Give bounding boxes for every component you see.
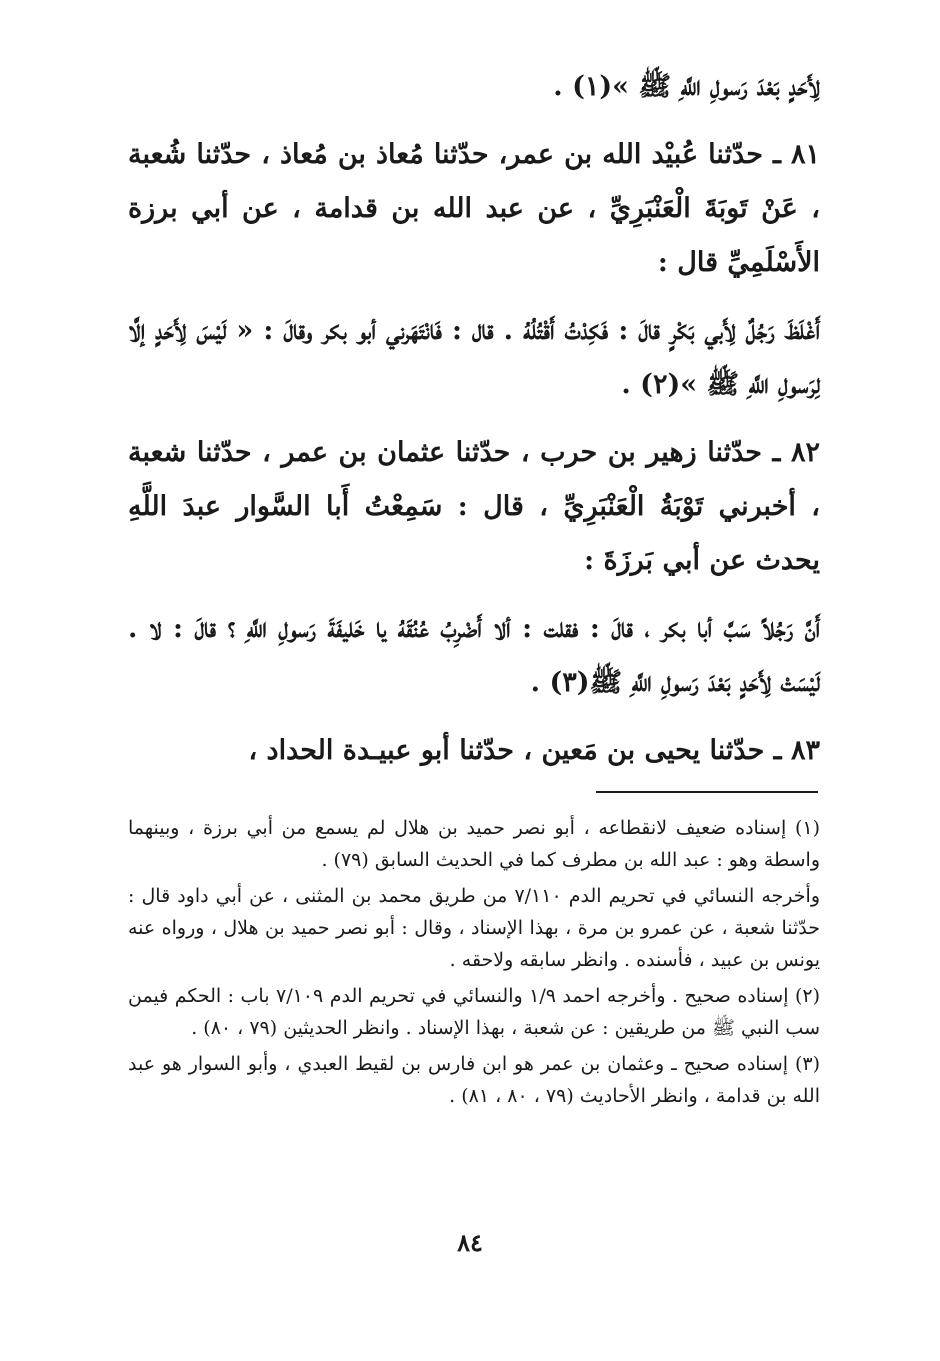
footnote-3: (٣) إسناده صحيح ـ وعثمان بن عمر هو ابن فارس بن لقيط العبدي ، وأبو السوار هو عبد الله بن قدامة ، وانظر الأحاديث (٧٩ ، ٨٠ ، ٨١) .	[128, 1053, 820, 1107]
footnote-1-continued: وأخرجه النسائي في تحريم الدم ٧/١١٠ من طريق محمد بن المثنى ، عن أبي داود قال : حدّثنا شعبة ، عن عمرو بن مرة ، بهذا الإسناد ، وقال : أبو نصر حميد بن هلال ، ورواه عنه يونس بن عبيد ، فأسنده . وانظر سابقه ولاحقه .	[128, 885, 820, 971]
hadith-83-isnad: ٨٣ ـ حدّثنا يحيى بن مَعين ، حدّثنا أبو عبيـدة الحداد ،	[248, 735, 820, 766]
footnote-2: (٢) إسناده صحيح . وأخرجه احمد ١/٩ والنسائي في تحريم الدم ٧/١٠٩ باب : الحكم فيمن سب النبي ﷺ من طريقين : عن شعبة ، بهذا الإسناد . وانظر الحديثين (٧٩ ، ٨٠) .	[128, 985, 821, 1039]
hadith-82-isnad: ٨٢ ـ حدّثنا زهير بن حرب ، حدّثنا عثمان بن عمر ، حدّثنا شعبة ، أخبرني تَوْبَةُ الْعَنْبَرِيِّ ، قال : سَمِعْتُ أَبا السَّوار عبدَ اللَّهِ يحدث عن أبي بَرزَةَ :	[128, 437, 820, 576]
text-paragraph: لِأَحَدٍ بَعْدَ رَسولِ اللَّهِ ﷺ »(١) .	[553, 71, 820, 102]
hadith-82-matn: أَنَّ رَجُلاً سَبَّ أبا بكر ، قالَ : فقلت : ألا أَضْرِبُ عُنُقَهُ يا خَليفَةَ رَسولِ اللَّهِ ؟ قالَ : لا . لَيْسَتْ لِأَحَدٍ بَعْدَ رَسولِ اللَّهِ ﷺ(٣) .	[128, 613, 820, 698]
footnote-1: (١) إسناده ضعيف لانقطاعه ، أبو نصر حميد بن هلال لم يسمع من أبي برزة ، وبينهما واسطة وهو : عبد الله بن مطرف كما في الحديث السابق (٧٩) .	[128, 817, 820, 871]
footnotes	[128, 812, 820, 1112]
page-number: ٨٤	[457, 1228, 483, 1257]
hadith-81-isnad: ٨١ ـ حدّثنا عُبيْد الله بن عمر، حدّثنا مُعاذ بن مُعاذ ، حدّثنا شُعبة ، عَنْ تَوبَةَ الْعَنْبَرِيِّ ، عن عبد الله بن قدامة ، عن أبي برزة الأَسْلَمِيِّ قال :	[128, 139, 820, 278]
main-text	[128, 60, 820, 778]
hadith-81-matn: أَغْلَظَ رَجُلٌ لِأَبي بَكْرٍ قالَ : فَكِدْتُ أَقْتُلُهُ . قال : فَانْتَهَرني أبو بكر وقالَ : « لَيْسَ لِأَحَدٍ إلَّا لِرَسولِ اللَّهِ ﷺ »(٢) .	[128, 315, 820, 400]
footnote-divider	[596, 791, 818, 793]
